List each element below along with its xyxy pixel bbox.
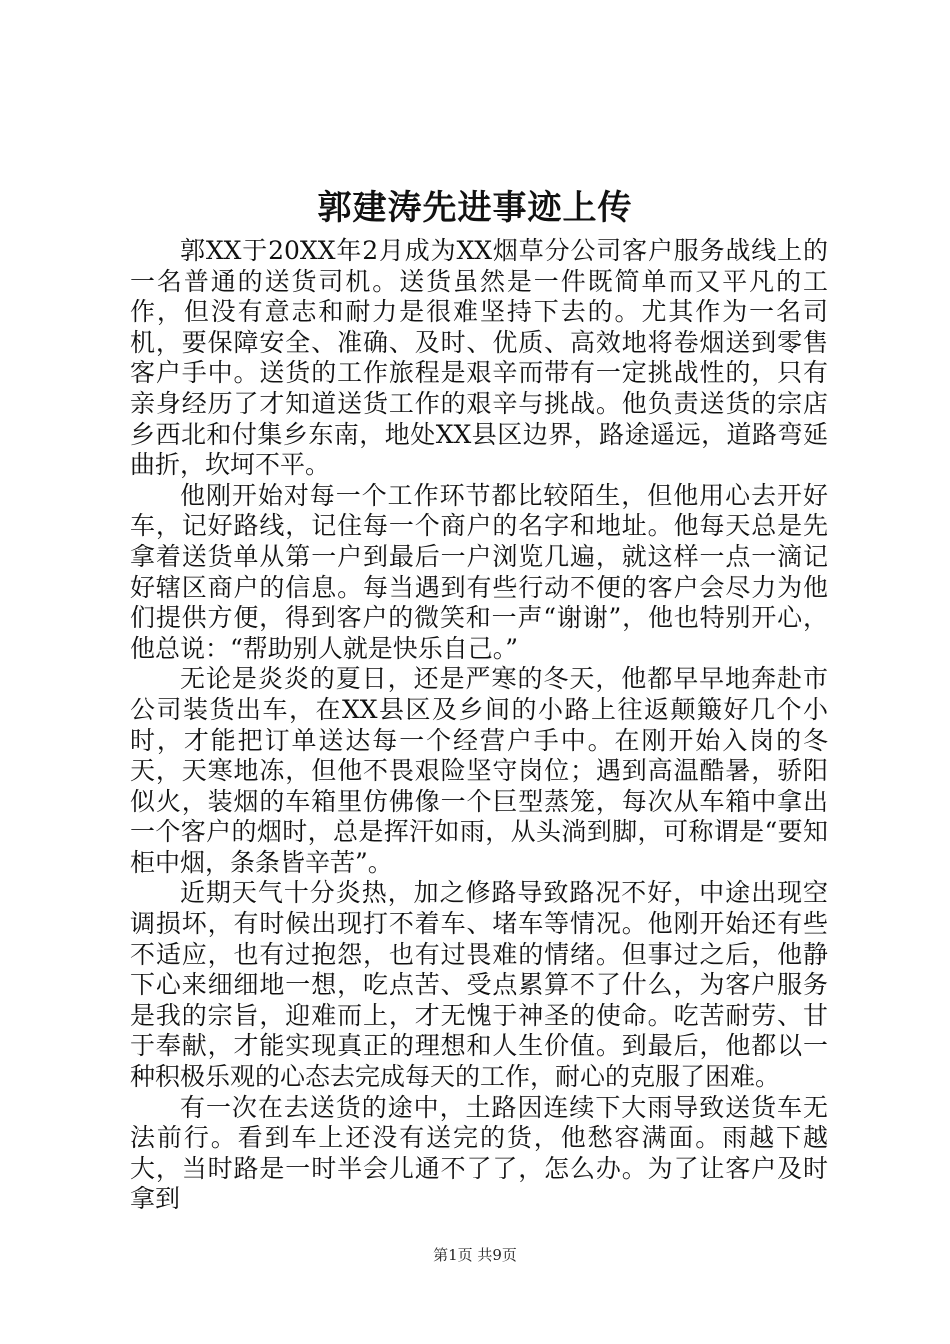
- paragraph: 郭XX于20XX年2月成为XX烟草分公司客户服务战线上的一名普通的送货司机。送货虽然是一件既简单而又平凡的工作，但没有意志和耐力是很难坚持下去的。尤其作为一名司机，要保障安全、准确、及时、优质、高效地将卷烟送到零售客户手中。送货的工作旅程是艰辛而带有一定挑战性的，只有亲身经历了才知道送货工作的艰辛与挑战。他负责送货的宗店乡西北和付集乡东南，地处XX县区边界，路途遥远，道路弯延曲折，坎坷不平。: [130, 236, 828, 480]
- page-number-footer: 第1页 共9页: [433, 1246, 517, 1264]
- paragraph: 他刚开始对每一个工作环节都比较陌生，但他用心去开好车，记好路线，记住每一个商户的名字和地址。他每天总是先拿着送货单从第一户到最后一户浏览几遍，就这样一点一滴记好辖区商户的信息。每当遇到有些行动不便的客户会尽力为他们提供方便，得到客户的微笑和一声“谢谢”，他也特别开心，他总说：“帮助别人就是快乐自己。”: [130, 480, 828, 663]
- document-title: 郭建涛先进事迹上传: [317, 188, 633, 228]
- document-body: [130, 236, 828, 1215]
- paragraph: 有一次在去送货的途中，土路因连续下大雨导致送货车无法前行。看到车上还没有送完的货，他愁容满面。雨越下越大，当时路是一时半会儿通不了了，怎么办。为了让客户及时拿到: [130, 1092, 828, 1214]
- paragraph: 近期天气十分炎热，加之修路导致路况不好，中途出现空调损坏，有时候出现打不着车、堵车等情况。他刚开始还有些不适应，也有过抱怨，也有过畏难的情绪。但事过之后，他静下心来细细地一想，吃点苦、受点累算不了什么，为客户服务是我的宗旨，迎难而上，才无愧于神圣的使命。吃苦耐劳、甘于奉献，才能实现真正的理想和人生价值。到最后，他都以一种积极乐观的心态去完成每天的工作，耐心的克服了困难。: [130, 878, 828, 1092]
- paragraph: 无论是炎炎的夏日，还是严寒的冬天，他都早早地奔赴市公司装货出车，在XX县区及乡间的小路上往返颠簸好几个小时，才能把订单送达每一个经营户手中。在刚开始入岗的冬天，天寒地冻，但他不畏艰险坚守岗位；遇到高温酷暑，骄阳似火，装烟的车箱里仿佛像一个巨型蒸笼，每次从车箱中拿出一个客户的烟时，总是挥汗如雨，从头淌到脚，可称谓是“要知柜中烟，条条皆辛苦”。: [130, 664, 828, 877]
